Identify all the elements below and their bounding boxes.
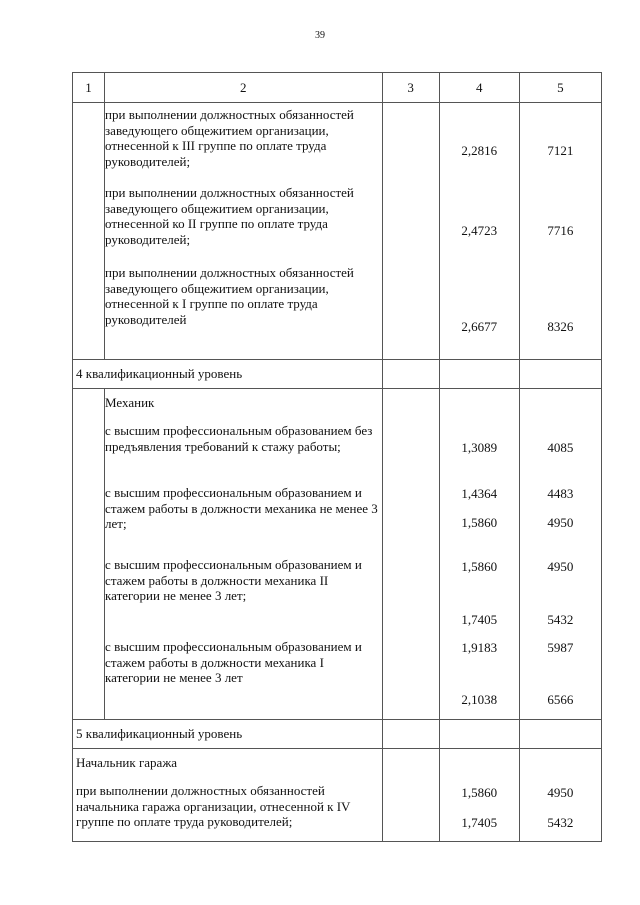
coefficient-value: 1,7405 [461,612,498,627]
coefficient-value: 1,5860 [461,559,498,574]
item-text: с высшим профессиональным образованием и стажем работы в должности механика не менее 3 лет; [105,485,378,531]
table-row [73,103,602,360]
table-header-row [73,73,602,103]
salary-value: 5987 [547,640,574,655]
page-number: 39 [315,30,325,41]
item-text: с высшим профессиональным образованием и стажем работы в должности механика I категории не менее 3 лет [105,639,362,685]
coefficient-value: 1,4364 [461,486,498,501]
coefficient-value: 1,5860 [461,785,498,800]
salary-value: 4483 [547,486,574,501]
salary-value: 7121 [547,143,574,158]
item-text: с высшим профессиональным образованием и стажем работы в должности механика II категории не менее 3 лет; [105,557,362,603]
coefficient-value: 2,2816 [461,143,498,158]
level-label: 4 квалификационный уровень [73,360,383,389]
coefficient-value: 1,7405 [461,815,498,830]
level-row [73,360,602,389]
salary-value: 5432 [547,815,574,830]
item-text: при выполнении должностных обязанностей заведующего общежитием организации, отнесенной к III группе по оплате труда руководителей; [105,107,354,169]
item-text: при выполнении должностных обязанностей заведующего общежитием организации, отнесенной ко II группе по оплате труда руководителей; [105,185,354,247]
coefficient-value: 2,6677 [461,319,498,334]
coefficient-value: 1,3089 [461,440,498,455]
position-title: Механик [105,395,155,410]
table-row [73,389,602,720]
header-cell: 5 [519,73,601,103]
table-row [73,749,602,842]
coefficient-value: 1,9183 [461,640,498,655]
salary-value: 6566 [547,692,574,707]
level-row [73,720,602,749]
header-cell: 2 [105,73,383,103]
position-title: Начальник гаража [76,755,178,770]
header-cell: 4 [439,73,519,103]
item-text: с высшим профессиональным образованием без предъявления требований к стажу работы; [105,423,373,454]
salary-value: 4950 [547,559,574,574]
salary-value: 4950 [547,785,574,800]
salary-value: 4950 [547,515,574,530]
salary-value: 5432 [547,612,574,627]
salary-table [72,72,602,842]
salary-value: 8326 [547,319,574,334]
item-text: при выполнении должностных обязанностей заведующего общежитием организации, отнесенной к I группе по оплате труда руководителей [105,265,354,327]
item-text: при выполнении должностных обязанностей начальника гаража организации, отнесенной к IV группе по оплате труда руководителей; [76,783,351,829]
coefficient-value: 2,4723 [461,223,498,238]
salary-value: 7716 [547,223,574,238]
coefficient-value: 1,5860 [461,515,498,530]
header-cell: 3 [382,73,439,103]
level-label: 5 квалификационный уровень [73,720,383,749]
salary-value: 4085 [547,440,574,455]
header-cell: 1 [73,73,105,103]
coefficient-value: 2,1038 [461,692,498,707]
